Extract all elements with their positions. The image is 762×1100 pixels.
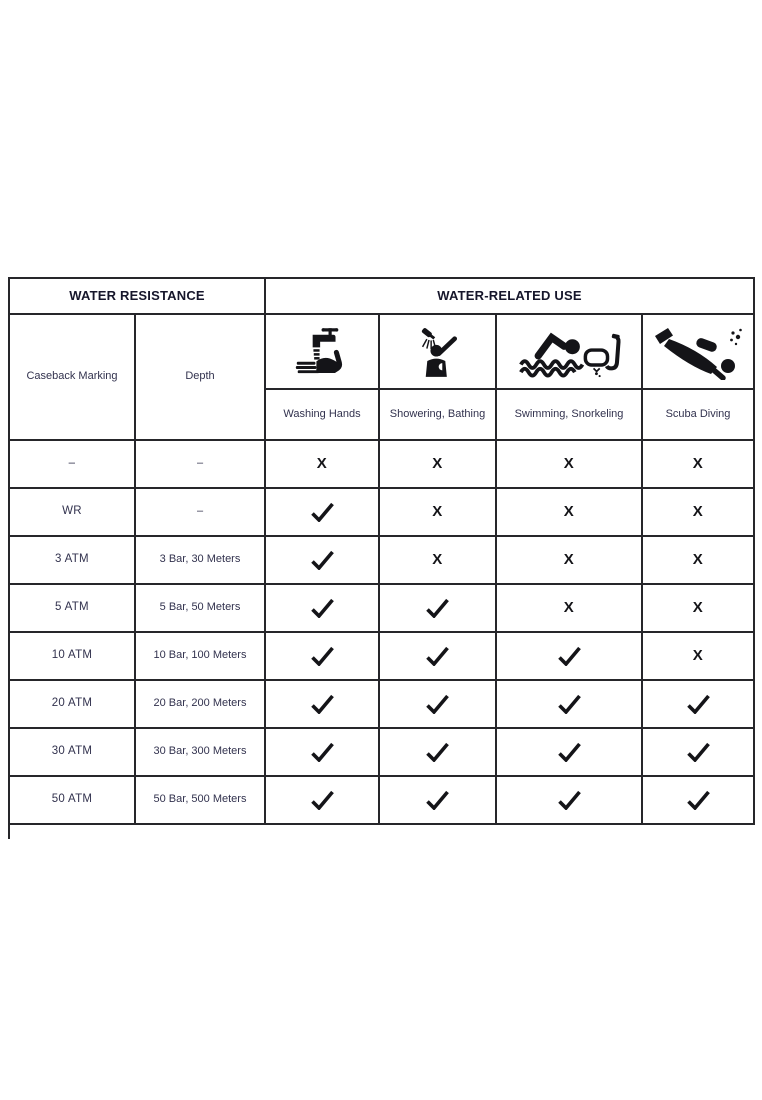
caseback-marking-value: 50 ATM <box>10 777 136 825</box>
depth-value: – <box>136 441 266 489</box>
use-mark <box>266 729 380 777</box>
x-mark: X <box>563 551 575 568</box>
depth-value: 50 Bar, 500 Meters <box>136 777 266 825</box>
x-mark: X <box>692 503 704 520</box>
use-mark <box>380 777 497 825</box>
swimming-snorkeling-icon <box>505 326 633 378</box>
depth-value: – <box>136 489 266 537</box>
table-edge-artifact <box>8 825 10 839</box>
use-mark <box>266 633 380 681</box>
depth-value: 3 Bar, 30 Meters <box>136 537 266 585</box>
use-mark <box>497 729 643 777</box>
check-icon <box>310 742 335 762</box>
use-mark <box>380 633 497 681</box>
depth-value: 10 Bar, 100 Meters <box>136 633 266 681</box>
caseback-marking-value: 3 ATM <box>10 537 136 585</box>
check-icon <box>557 646 582 666</box>
use-mark <box>643 537 755 585</box>
x-mark: X <box>692 599 704 616</box>
check-icon <box>310 790 335 810</box>
use-mark <box>380 729 497 777</box>
check-icon <box>425 742 450 762</box>
swimming-snorkeling-icon-cell <box>497 315 643 390</box>
caseback-marking-value: 30 ATM <box>10 729 136 777</box>
use-mark <box>497 537 643 585</box>
water-resistance-table <box>8 277 755 825</box>
use-mark <box>497 681 643 729</box>
scuba-diving-icon <box>651 324 745 380</box>
water-resistance-header: WATER RESISTANCE <box>10 279 266 315</box>
use-mark <box>643 441 755 489</box>
use-mark <box>497 441 643 489</box>
depth-value: 20 Bar, 200 Meters <box>136 681 266 729</box>
depth-value: 5 Bar, 50 Meters <box>136 585 266 633</box>
washing-hands-icon-cell <box>266 315 380 390</box>
check-icon <box>425 790 450 810</box>
check-icon <box>686 742 711 762</box>
check-icon <box>425 694 450 714</box>
use-mark <box>266 537 380 585</box>
depth-value: 30 Bar, 300 Meters <box>136 729 266 777</box>
caseback-marking-value: 20 ATM <box>10 681 136 729</box>
check-icon <box>310 502 335 522</box>
x-mark: X <box>692 551 704 568</box>
check-icon <box>686 694 711 714</box>
showering-bathing-icon <box>414 325 462 379</box>
x-mark: X <box>316 455 328 472</box>
use-mark <box>643 585 755 633</box>
x-mark: X <box>432 503 443 520</box>
use-mark <box>380 441 497 489</box>
caseback-marking-column-header: Caseback Marking <box>10 315 136 441</box>
use-mark <box>380 537 497 585</box>
check-icon <box>425 598 450 618</box>
use-mark <box>497 585 643 633</box>
caseback-marking-value: 5 ATM <box>10 585 136 633</box>
check-icon <box>310 598 335 618</box>
use-mark <box>266 489 380 537</box>
use-label-showering-bathing: Showering, Bathing <box>380 390 497 441</box>
check-icon <box>310 550 335 570</box>
check-icon <box>310 646 335 666</box>
use-mark <box>266 441 380 489</box>
water-related-use-header: WATER-RELATED USE <box>266 279 755 315</box>
showering-bathing-icon-cell <box>380 315 497 390</box>
caseback-marking-value: WR <box>10 489 136 537</box>
x-mark: X <box>563 455 575 472</box>
use-mark <box>497 633 643 681</box>
check-icon <box>557 742 582 762</box>
use-label-swimming-snorkeling: Swimming, Snorkeling <box>497 390 643 441</box>
x-mark: X <box>432 455 443 472</box>
x-mark: X <box>692 455 704 472</box>
use-mark <box>643 777 755 825</box>
use-label-scuba-diving: Scuba Diving <box>643 390 755 441</box>
check-icon <box>425 646 450 666</box>
use-mark <box>266 777 380 825</box>
x-mark: X <box>563 599 575 616</box>
use-mark <box>380 681 497 729</box>
check-icon <box>310 694 335 714</box>
caseback-marking-value: 10 ATM <box>10 633 136 681</box>
depth-column-header: Depth <box>136 315 266 441</box>
use-mark <box>643 729 755 777</box>
use-mark <box>497 489 643 537</box>
x-mark: X <box>692 647 704 664</box>
use-mark <box>380 489 497 537</box>
use-label-washing-hands: Washing Hands <box>266 390 380 441</box>
check-icon <box>557 694 582 714</box>
use-mark <box>497 777 643 825</box>
use-mark <box>266 681 380 729</box>
scuba-diving-icon-cell <box>643 315 755 390</box>
caseback-marking-value: – <box>10 441 136 489</box>
use-mark <box>643 489 755 537</box>
washing-hands-icon <box>294 326 350 378</box>
x-mark: X <box>563 503 575 520</box>
use-mark <box>643 681 755 729</box>
use-mark <box>380 585 497 633</box>
use-mark <box>266 585 380 633</box>
check-icon <box>557 790 582 810</box>
check-icon <box>686 790 711 810</box>
x-mark: X <box>432 551 443 568</box>
use-mark <box>643 633 755 681</box>
